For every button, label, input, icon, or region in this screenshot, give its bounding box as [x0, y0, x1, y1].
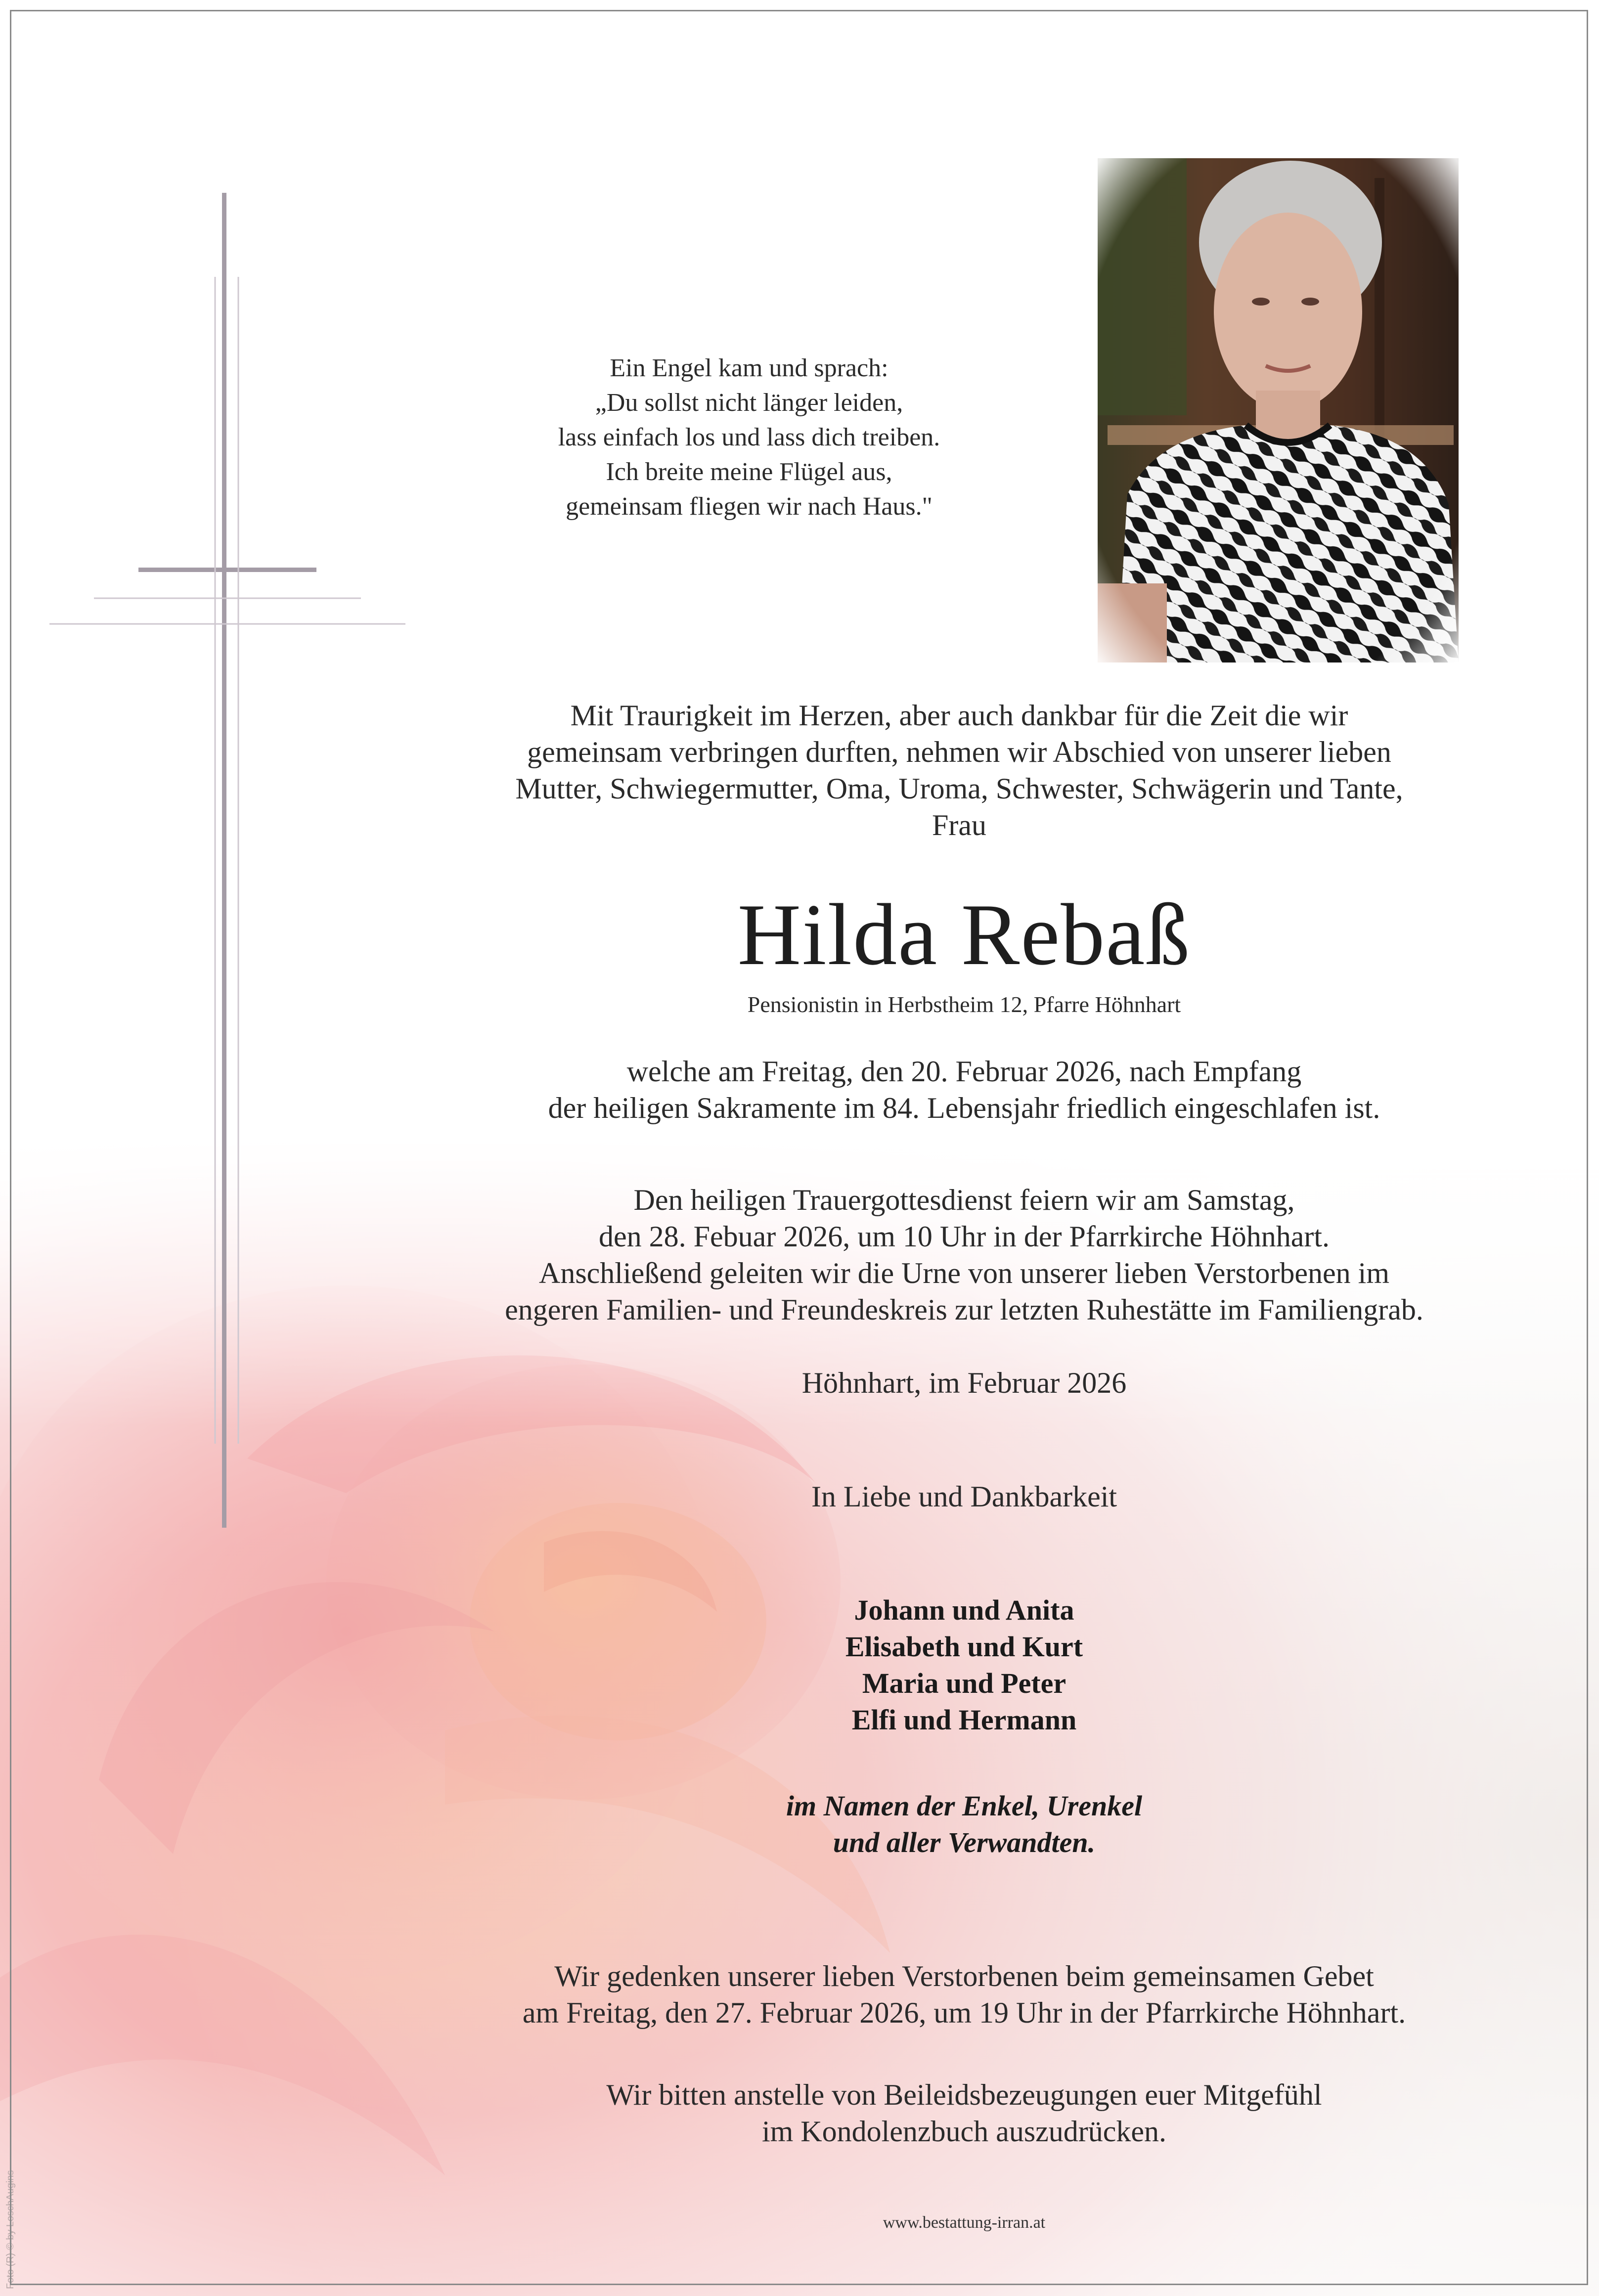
condolence-line: Wir bitten anstelle von Beileidsbezeugungen euer Mitgefühl: [606, 2078, 1322, 2111]
family-member: Johann und Anita: [854, 1594, 1074, 1626]
family-member: Maria und Peter: [862, 1667, 1066, 1699]
condolence-line: im Kondolenzbuch auszudrücken.: [761, 2115, 1167, 2148]
website-link[interactable]: www.bestattung-irran.at: [883, 2213, 1046, 2232]
funeral-service-info: [435, 1182, 1493, 1328]
poem-line: Ich breite meine Flügel aus,: [606, 458, 892, 486]
family-note-line: im Namen der Enkel, Urenkel: [786, 1790, 1143, 1822]
family-note-line: und aller Verwandten.: [833, 1826, 1096, 1858]
cross-icon: [44, 193, 410, 1538]
family-note: [445, 1788, 1483, 1861]
prayer-info: [445, 1958, 1483, 2031]
portrait-photo: [1098, 158, 1459, 662]
service-line: Anschließend geleiten wir die Urne von unserer lieben Verstorbenen im: [538, 1257, 1390, 1289]
poem-line: lass einfach los und lass dich treiben.: [558, 423, 940, 451]
place-and-date: Höhnhart, im Februar 2026: [801, 1367, 1127, 1399]
service-line: den 28. Febuar 2026, um 10 Uhr in der Pfarrkirche Höhnhart.: [599, 1220, 1330, 1253]
family-members: [445, 1592, 1483, 1738]
death-line: welche am Freitag, den 20. Februar 2026, nach Empfang: [626, 1055, 1302, 1088]
service-line: Den heiligen Trauergottesdienst feiern wir am Samstag,: [633, 1184, 1295, 1216]
prayer-line: am Freitag, den 27. Februar 2026, um 19 Uhr in der Pfarrkirche Höhnhart.: [522, 1996, 1406, 2029]
photo-credit: [5, 2170, 25, 2294]
intro-line: Mutter, Schwiegermutter, Oma, Uroma, Schwester, Schwägerin und Tante,: [515, 772, 1403, 805]
poem-line: Ein Engel kam und sprach:: [610, 354, 888, 382]
deceased-name: Hilda Rebaß: [737, 885, 1191, 983]
poem-line: „Du sollst nicht länger leiden,: [595, 389, 903, 417]
intro-line: Frau: [932, 809, 986, 841]
death-line: der heiligen Sakramente im 84. Lebensjahr friedlich eingeschlafen ist.: [548, 1092, 1380, 1124]
photo-credit-text: Foto (R) © by LoschAugins: [5, 2170, 16, 2289]
closing-phrase: In Liebe und Dankbarkeit: [811, 1480, 1117, 1513]
family-member: Elfi und Hermann: [851, 1704, 1077, 1736]
poem: [465, 351, 1033, 524]
prayer-line: Wir gedenken unserer lieben Verstorbenen beim gemeinsamen Gebet: [554, 1960, 1374, 1992]
intro-line: gemeinsam verbringen durften, nehmen wir Abschied von unserer lieben: [527, 736, 1391, 768]
intro-line: Mit Traurigkeit im Herzen, aber auch dankbar für die Zeit die wir: [570, 699, 1348, 732]
condolence-note: [445, 2076, 1483, 2150]
death-notice: [445, 1053, 1483, 1126]
service-line: engeren Familien- und Freundeskreis zur letzten Ruhestätte im Familiengrab.: [505, 1293, 1423, 1326]
family-member: Elisabeth und Kurt: [845, 1631, 1083, 1663]
poem-line: gemeinsam fliegen wir nach Haus.": [566, 492, 933, 521]
intro-text: [445, 697, 1473, 843]
deceased-occupation: Pensionistin in Herbstheim 12, Pfarre Höhnhart: [747, 992, 1181, 1017]
